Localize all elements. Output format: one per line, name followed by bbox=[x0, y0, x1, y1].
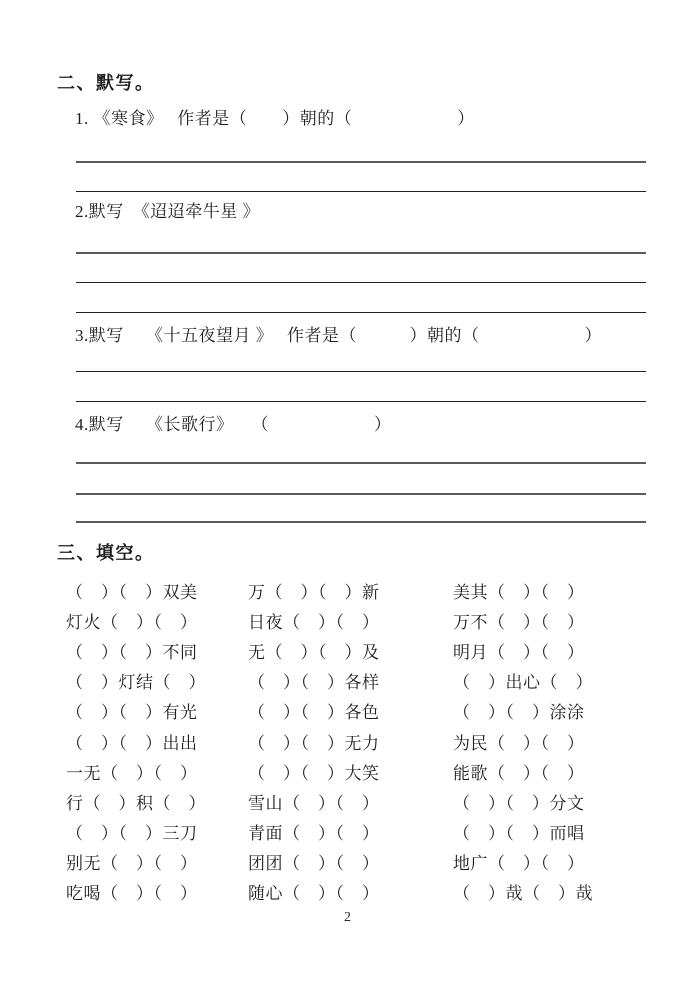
fill-in-row bbox=[66, 726, 652, 756]
page-number: 2 bbox=[344, 910, 351, 925]
answer-line bbox=[76, 282, 646, 283]
fill-in-cell: 为民（ ）（ ） bbox=[453, 733, 585, 753]
fill-in-cell: 万（ ）（ ）新 bbox=[248, 582, 380, 602]
fill-in-row bbox=[66, 817, 652, 847]
fill-in-cell: （ ）（ ）大笑 bbox=[248, 763, 380, 783]
dictation-item-3: 3.默写 《十五夜望月 》 作者是（ ）朝的（ ） bbox=[75, 326, 602, 345]
fill-in-cell: （ ）（ ）无力 bbox=[248, 733, 380, 753]
fill-in-row bbox=[66, 877, 652, 907]
fill-in-cell: （ ）（ ）不同 bbox=[66, 642, 198, 662]
fill-in-cell: （ ）出心（ ） bbox=[453, 673, 593, 693]
fill-in-row bbox=[66, 756, 652, 786]
fill-in-cell: 地广（ ）（ ） bbox=[453, 854, 585, 874]
fill-in-cell: 别无（ ）（ ） bbox=[66, 854, 198, 874]
fill-in-cell: 万不（ ）（ ） bbox=[453, 612, 585, 632]
dictation-item-2: 2.默写 《迢迢牵牛星 》 bbox=[75, 202, 260, 221]
fill-in-row bbox=[66, 575, 652, 605]
fill-in-cell: （ ）灯结（ ） bbox=[66, 673, 206, 693]
fill-in-cell: 雪山（ ）（ ） bbox=[248, 793, 380, 813]
fill-in-cell: 一无（ ）（ ） bbox=[66, 763, 198, 783]
fill-in-row bbox=[66, 847, 652, 877]
fill-in-cell: 行（ ）积（ ） bbox=[66, 793, 206, 813]
fill-in-cell: 青面（ ）（ ） bbox=[248, 824, 380, 844]
fill-in-grid bbox=[66, 575, 652, 907]
fill-in-cell: 日夜（ ）（ ） bbox=[248, 612, 380, 632]
fill-in-cell: （ ）（ ）出出 bbox=[66, 733, 198, 753]
fill-in-cell: 团团（ ）（ ） bbox=[248, 854, 380, 874]
dictation-item-4: 4.默写 《长歌行》 （ ） bbox=[75, 415, 392, 434]
dictation-item-1: 1. 《寒食》 作者是（ ）朝的（ ） bbox=[75, 109, 475, 128]
fill-in-cell: （ ）（ ）各色 bbox=[248, 703, 380, 723]
fill-in-cell: 吃喝（ ）（ ） bbox=[66, 884, 198, 904]
answer-line bbox=[76, 521, 646, 523]
fill-in-cell: （ ）（ ）各样 bbox=[248, 673, 380, 693]
fill-in-cell: （ ）（ ）而唱 bbox=[453, 824, 585, 844]
fill-in-cell: 灯火（ ）（ ） bbox=[66, 612, 198, 632]
fill-in-section-heading: 三、填空。 bbox=[57, 543, 155, 563]
fill-in-cell: 美其（ ）（ ） bbox=[453, 582, 585, 602]
answer-line bbox=[76, 161, 646, 163]
fill-in-cell: 随心（ ）（ ） bbox=[248, 884, 380, 904]
dictation-section-heading: 二、默写。 bbox=[57, 73, 155, 93]
fill-in-row bbox=[66, 696, 652, 726]
fill-in-cell: （ ）（ ）涂涂 bbox=[453, 703, 585, 723]
answer-line bbox=[76, 191, 646, 192]
fill-in-cell: 无（ ）（ ）及 bbox=[248, 642, 380, 662]
fill-in-cell: （ ）哉（ ）哉 bbox=[453, 884, 593, 904]
fill-in-cell: （ ）（ ）双美 bbox=[66, 582, 198, 602]
fill-in-row bbox=[66, 635, 652, 665]
answer-line bbox=[76, 462, 646, 464]
fill-in-row bbox=[66, 786, 652, 816]
fill-in-cell: （ ）（ ）三刀 bbox=[66, 824, 198, 844]
fill-in-row bbox=[66, 605, 652, 635]
answer-line bbox=[76, 371, 646, 372]
answer-line bbox=[76, 493, 646, 495]
fill-in-row bbox=[66, 666, 652, 696]
fill-in-cell: （ ）（ ）有光 bbox=[66, 703, 198, 723]
answer-line bbox=[76, 312, 646, 313]
fill-in-cell: 能歌（ ）（ ） bbox=[453, 763, 585, 783]
fill-in-cell: （ ）（ ）分文 bbox=[453, 793, 585, 813]
fill-in-cell: 明月（ ）（ ） bbox=[453, 642, 585, 662]
answer-line bbox=[76, 401, 646, 402]
answer-line bbox=[76, 252, 646, 254]
